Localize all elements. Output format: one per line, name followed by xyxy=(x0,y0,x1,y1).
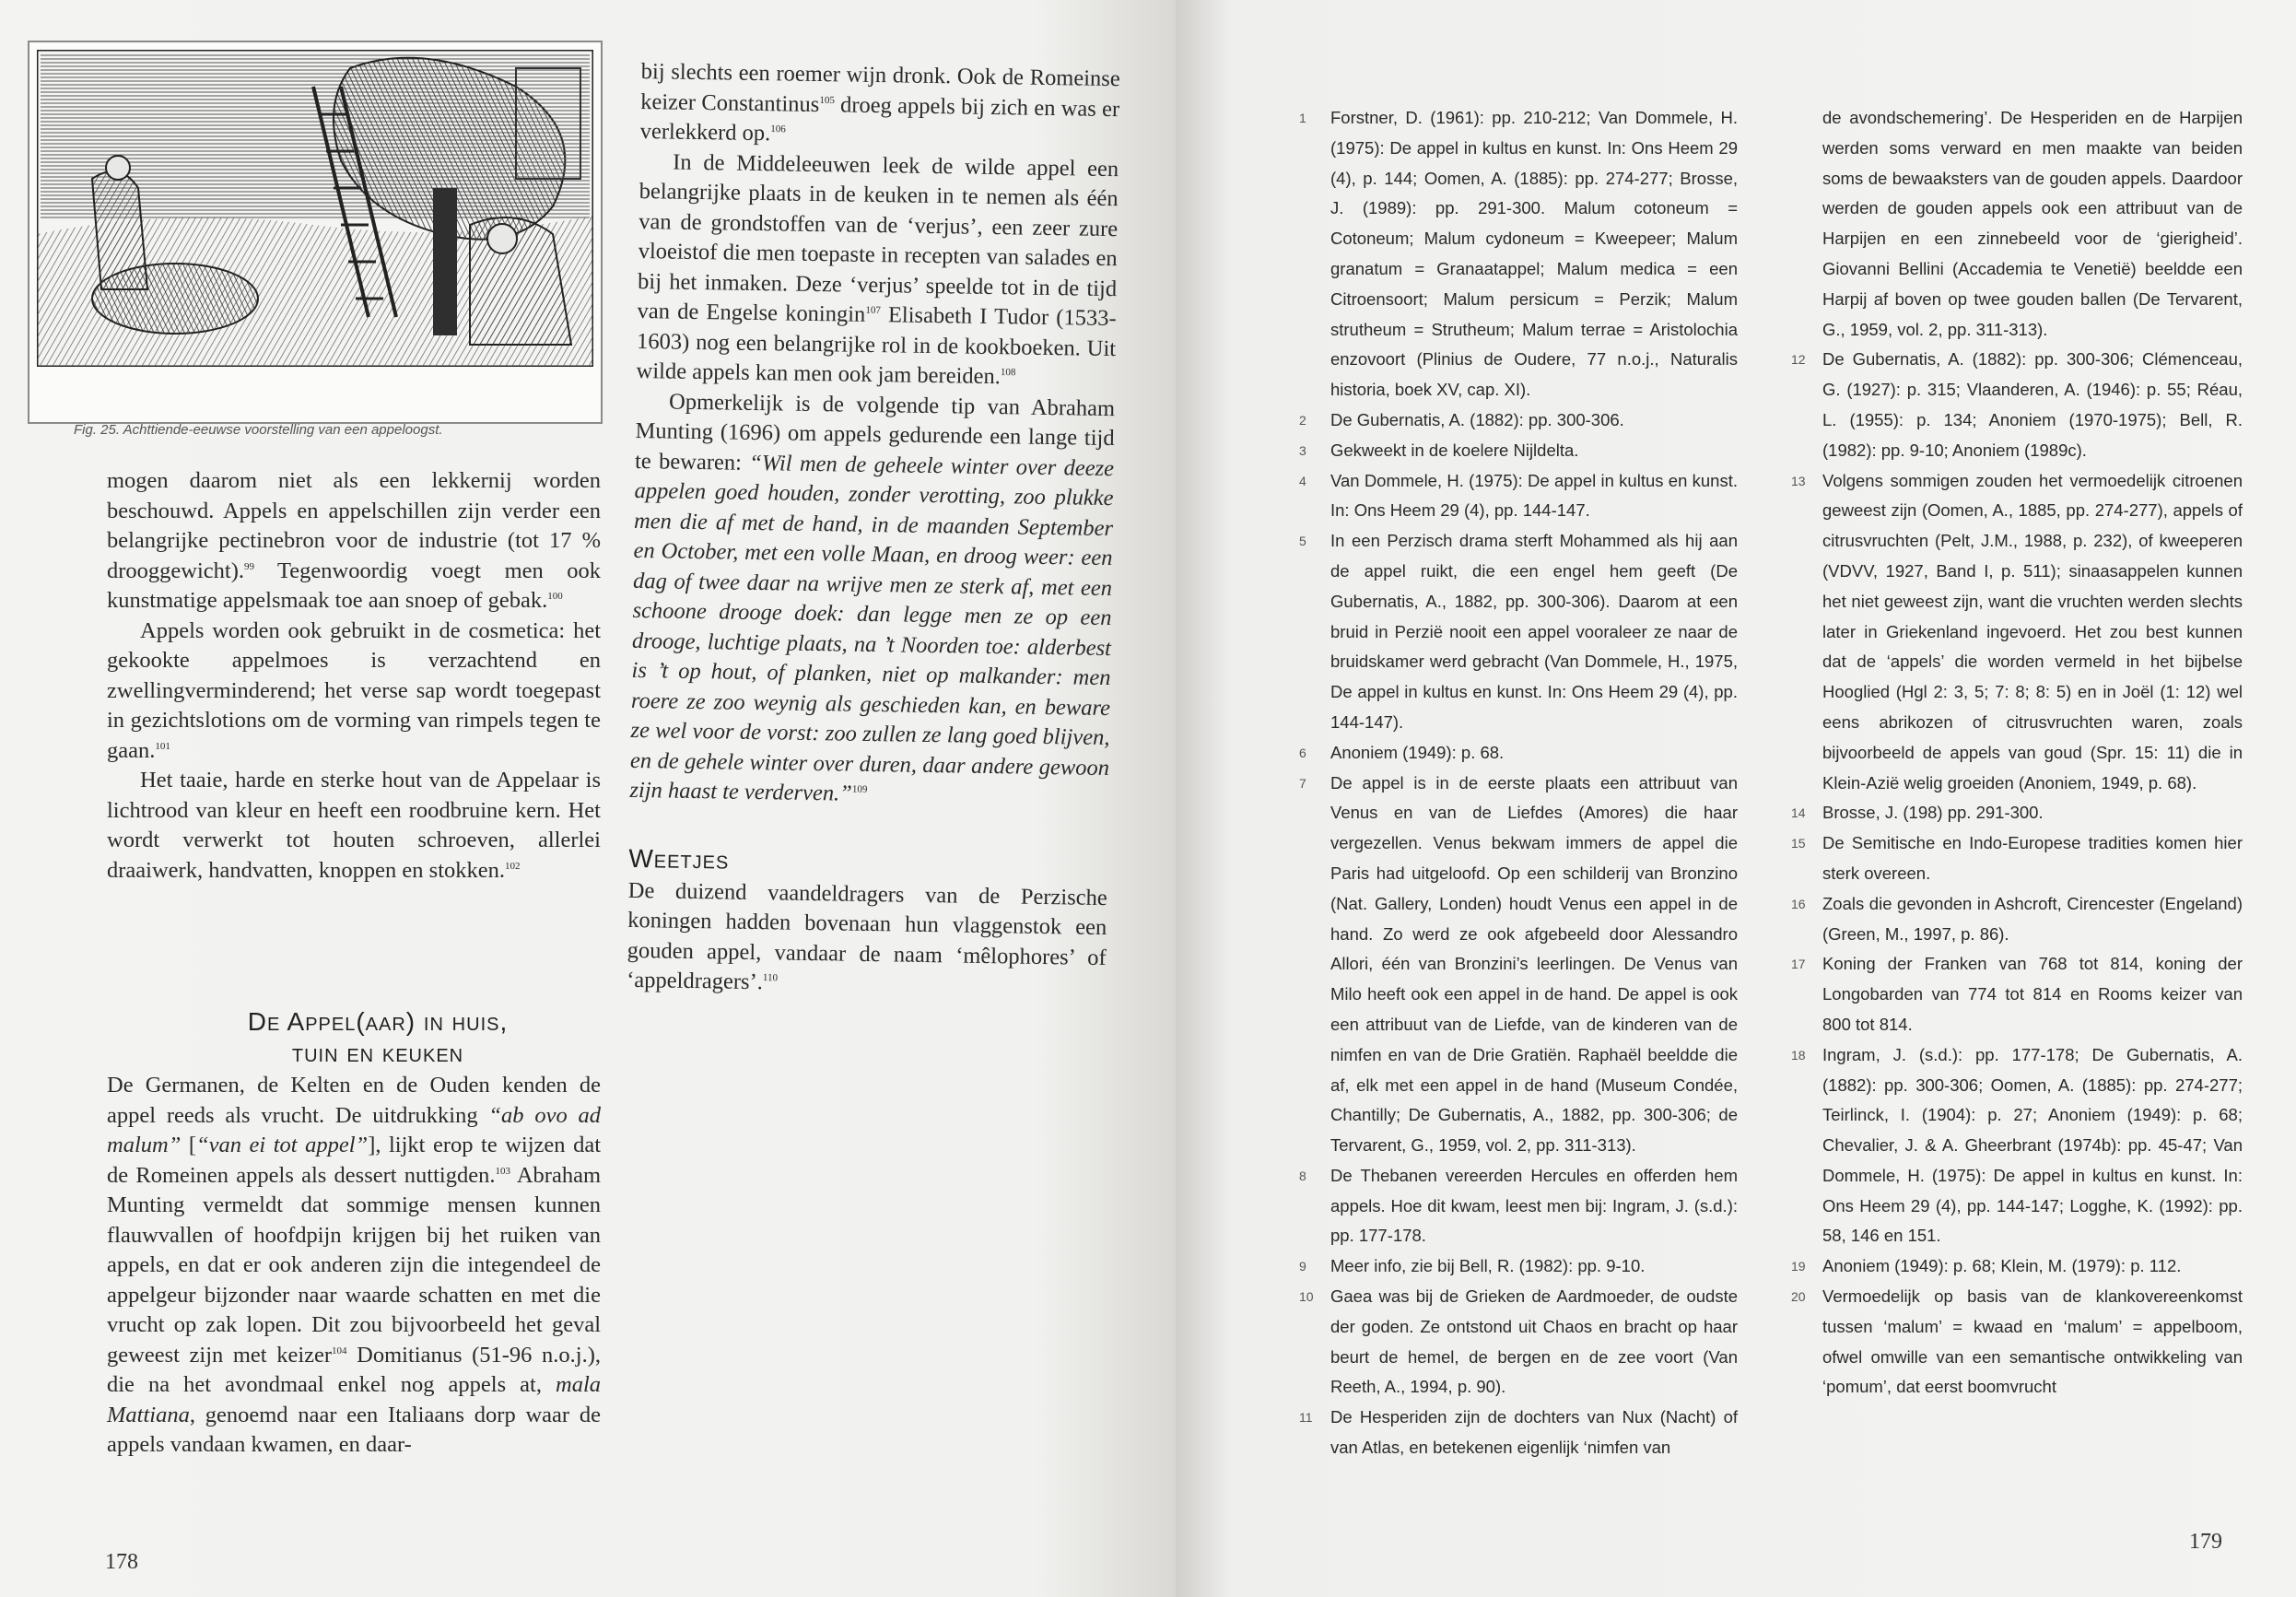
right-column-text xyxy=(627,57,1120,1004)
note-12: 12 De Gubernatis, A. (1882): pp. 300-306; Clémenceau, G. (1927): p. 315; Vlaanderen, A. (1946): p. 55; Réau, L. (1955): p. 134; Anoniem (1970-1975); Bell, R. (1982): pp. 9-10; Anoniem (1989c). xyxy=(1791,349,2243,460)
note-2: 2 De Gubernatis, A. (1882): pp. 300-306. xyxy=(1299,409,1624,429)
figure-caption: Fig. 25. Achttiende-eeuwse voorstelling van een appeloogst. xyxy=(74,422,443,438)
notes-column-1 xyxy=(1299,103,1738,1463)
note-14: 14 Brosse, J. (198) pp. 291-300. xyxy=(1791,803,2044,823)
paragraph-hout: Het taaie, harde en sterke hout van de Appelaar is lichtrood van kleur en heeft een roodbruine kern. Het wordt verwerkt tot houten schroeven, allerlei draaiwerk, handvatten, knoppen en stokken.$^{102}$ xyxy=(107,768,601,883)
paragraph-cosmetica: Appels worden ook gebruikt in de cosmetica: het gekookte appelmoes is verzachtend en zwellingverminderend; het verse sap wordt toegepast in gezichtslotions om de vorming van rimpels tegen te gaan.$^{101}$ xyxy=(107,617,601,763)
figure-box xyxy=(28,41,603,438)
note-20: 20 Vermoedelijk op basis van de klankovereenkomst tussen ‘malum’ = kwaad en ‘malum’ = appelboom, ofwel omwille van een semantische ontwikkeling van ‘pomum’, dat eerst boomvrucht xyxy=(1791,1286,2243,1397)
apple-harvest-engraving-image xyxy=(37,50,593,367)
section-heading-weetjes: Weetjes xyxy=(628,843,730,875)
note-19: 19 Anoniem (1949): p. 68; Klein, M. (1979): p. 112. xyxy=(1791,1256,2182,1276)
note-8: 8 De Thebanen vereerden Hercules en offerden hem appels. Hoe dit kwam, leest men bij: Ingram, J. (s.d.): pp. 177-178. xyxy=(1299,1165,1738,1246)
left-column-text xyxy=(107,466,601,886)
section-heading-appel-in-huis: De Appel(aar) in huis, tuin en keuken xyxy=(247,1007,509,1067)
paragraph-germanen: De Germanen, de Kelten en de Ouden kenden de appel reeds als vrucht. De uitdrukking “ab ovo ad malum” [“van ei tot appel”], lijkt erop te wijzen dat de Romeinen appels als dessert nuttigden.$^{103}$ Abraham Munting vermeldt dat sommige mensen kunnen flauwvallen of hoofdpijn krijgen bij het ruiken van appels, en dat er ook anderen zijn die integendeel de appelgeur bijzonder naar waarde schatten en met die vrucht op zak lopen. Dit zou bijvoorbeeld het geval geweest zijn met keizer$^{104}$ Domitianus (51-96 n.o.j.), die na het avondmaal enkel nog appels at, mala Mattiana, genoemd naar een Italiaans dorp waar de appels vandaan kwamen, en daar- xyxy=(107,1073,601,1457)
note-11-continued: de avondschemering’. De Hesperiden en de Harpijen werden soms verward en men maakte van beiden soms de bewaaksters van de gouden appels. Daardoor werden de gouden appels ook een attribuut van de Harpijen en een zinnebeeld voor de ‘gierigheid’. Giovanni Bellini (Accademia te Venetië) beeldde een Harpij af boven op twee gouden ballen (De Tervarent, G., 1959, vol. 2, pp. 311-313). xyxy=(1822,108,2243,339)
note-13: 13 Volgens sommigen zouden het vermoedelijk citroenen geweest zijn (Oomen, A., 1885, pp. 274-277), appels of citrusvruchten (Pelt, J.M., 1988, p. 232), of kweeperen (VDVV, 1927, Band I, p. 511); sinaasappelen kunnen het niet geweest zijn, want die vruchten werden slechts later in Griekenland ingevoerd. Het zou best kunnen dat de ‘appels’ die worden vermeld in het bijbelse Hooglied (Hgl 2: 3, 5; 7: 8; 8: 5) en in Joël (1: 12) wel eens abrikozen of citrusvruchten waren, zoals bijvoorbeeld de appels van goud (Spr. 15: 11) die in Klein-Azië welig groeiden (Anoniem, 1949, p. 68). xyxy=(1791,470,2243,793)
notes-column-2 xyxy=(1791,103,2243,1403)
note-18: 18 Ingram, J. (s.d.): pp. 177-178; De Gubernatis, A. (1882): pp. 300-306; Oomen, A. (1885): pp. 274-277; Teirlinck, I. (1904): p. 27; Anoniem (1949): p. 68; Chevalier, J. & A. Gheerbrant (1974b): pp. 45-47; Van Dommele, H. (1975): De appel in kultus en kunst. In: Ons Heem 29 (4), pp. 144-147; Logghe, K. (1992): pp. 58, 146 en 151. xyxy=(1791,1044,2243,1246)
paragraph-vaandeldragers: De duizend vaandeldragers van de Perzische koningen hadden bovenaan hun vlaggenstok een gouden appel, vandaar de naam ‘mêlophores’ of ‘appeldragers’.$^{110}$ xyxy=(627,877,1107,995)
note-3: 3 Gekweekt in de koelere Nijldelta. xyxy=(1299,440,1579,460)
left-column-text-2 xyxy=(107,1071,601,1461)
paragraph-middeleeuwen: In de Middeleeuwen leek de wilde appel een belangrijke plaats in de keuken in te nemen als één van de grondstoffen van de ‘verjus’, een zeer zure vloeistof die men toepaste in recepten van salades en bij het inmaken. Deze ‘verjus’ speelde tot in de tijd van de Engelse koningin$^{107}$ Elisabeth I Tudor (1533-1603) nog een belangrijke rol in de kookboeken. Uit wilde appels kan men ook jam bereiden.$^{108}$ xyxy=(636,149,1119,390)
note-15: 15 De Semitische en Indo-Europese tradities komen hier sterk overeen. xyxy=(1791,833,2243,883)
page-number-right: 179 xyxy=(2189,1530,2222,1554)
note-11: 11 De Hesperiden zijn de dochters van Nux (Nacht) of van Atlas, en betekenen eigenlijk ‘nimfen van xyxy=(1299,1407,1738,1458)
note-17: 17 Koning der Franken van 768 tot 814, koning der Longobarden van 774 tot 814 en Rooms keizer van 800 tot 814. xyxy=(1791,954,2243,1034)
note-7: 7 De appel is in de eerste plaats een attribuut van Venus en van de Liefdes (Amores) die haar vergezellen. Venus bekwam immers de appel die Paris had uitgeloofd. Op een schilderij van Bronzino (Nat. Gallery, Londen) houdt Venus een appel in de hand. Zo werd ze ook afgebeeld door Alessandro Allori, één van Bronzini’s leerlingen. De Venus van Milo heeft ook een appel in de hand. De appel is ook een attribuut van de Liefde, van de kinderen van de nimfen en van de Drie Gratiën. Raphaël beeldde die af, elk met een appel in de hand (Museum Condée, Chantilly; De Gubernatis, A., 1882, pp. 300-306; de Tervarent, G., 1959, vol. 2, pp. 311-313). xyxy=(1299,772,1738,1156)
note-6: 6 Anoniem (1949): p. 68. xyxy=(1299,742,1505,762)
note-10: 10 Gaea was bij de Grieken de Aardmoeder, de oudste der goden. Ze ontstond uit Chaos en bracht op haar beurt de hemel, de bergen en de zee voort (Van Reeth, A., 1994, p. 90). xyxy=(1299,1286,1738,1397)
note-5: 5 In een Perzisch drama sterft Mohammed als hij aan de appel ruikt, die een engel hem geeft (De Gubernatis, A., 1882, pp. 300-306). Daarom at een bruid in Perzië nooit een appel vooraleer ze naar de bruidskamer werd gebracht (Van Dommele, H., 1975, De appel in kultus en kunst. In: Ons Heem 29 (4), pp. 144-147). xyxy=(1299,531,1738,732)
paragraph-constantinus: bij slechts een roemer wijn dronk. Ook de Romeinse keizer Constantinus$^{105}$ droeg appels bij zich en was er verlekkerd op.$^{106}$ xyxy=(639,58,1120,147)
paragraph-munting-tip: Opmerkelijk is de volgende tip van Abraham Munting (1696) om appels gedurende een lange tijd te bewaren: “Wil men de geheele winter over deeze appelen goed houden, zonder verotting, zoo plukke men die af met de hand, in de maanden September en October, met een volle Maan, en droog weer: een dag of twee daar na wrijve men ze sterk af, met een schoone drooge doek: dan legge men ze op een drooge, luchtige plaats, na ’t Noorden toe: alderbest is ’t op hout, of planken, niet op malkander: men roere ze zoo weynig als geschieden kan, en beware ze wel voor de vorst: zoo zullen ze lang goed blijven, en de gehele winter over duren, daar andere gewoon zijn haast te verderven.”$^{109}$ xyxy=(629,389,1116,806)
note-4: 4 Van Dommele, H. (1975): De appel in kultus en kunst. In: Ons Heem 29 (4), pp. 144-147. xyxy=(1299,470,1738,521)
note-16: 16 Zoals die gevonden in Ashcroft, Cirencester (Engeland) (Green, M., 1997, p. 86). xyxy=(1791,893,2243,944)
note-9: 9 Meer info, zie bij Bell, R. (1982): pp. 9-10. xyxy=(1299,1256,1646,1276)
note-1: 1 Forstner, D. (1961): pp. 210-212; Van Dommele, H. (1975): De appel in kultus en kunst. In: Ons Heem 29 (4), p. 144; Oomen, A. (1885): pp. 274-277; Brosse, J. (1989): pp. 291-300. Malum cotoneum = Cotoneum; Malum cydoneum = Kweepeer; Malum granatum = Granaatappel; Malum medica = een Citroensoort; Malum persicum = Perzik; Malum strutheum = Strutheum; Malum terrae = Aristolochia enzovoort (Plinius de Oudere, 77 n.o.j., Naturalis historia, boek XV, cap. XI). xyxy=(1299,108,1738,400)
page-number-left: 178 xyxy=(105,1550,138,1574)
paragraph-pectine: mogen daarom niet als een lekkernij worden beschouwd. Appels en appelschillen zijn verder een belangrijke pectinebron voor de industrie (tot 17 % drooggewicht).$^{99}$ Tegenwoordig voegt men ook kunstmatige appelsmaak toe aan snoep of gebak.$^{100}$ xyxy=(107,468,601,613)
